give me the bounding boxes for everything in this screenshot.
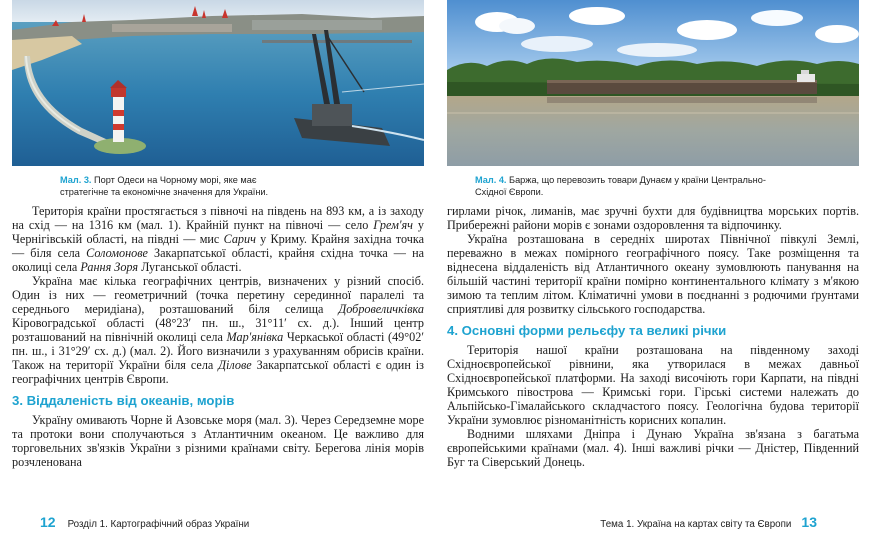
- odesa-port-photo: [12, 0, 424, 166]
- figure-4-text: Баржа, що перевозить товари Дунаєм у країни Центрально-Східної Європи.: [475, 175, 766, 197]
- page-number-right: 13: [801, 514, 817, 530]
- text-run: Закарпатської області є один із географічних центрів Європи.: [12, 358, 424, 386]
- text-run: Територія країни простягається з півночі на південь на 893 км, а із заходу на схід — на 1316 км (мал. 1). Крайній пункт на півночі — село: [12, 204, 424, 232]
- right-footer: [447, 514, 817, 532]
- paragraph: [12, 204, 424, 274]
- text-run: Україну омивають Чорне й Азовське моря (мал. 3). Через Середземне море та протоки вони сполучаються з Атлантичним океаном. Це важливо для торговельних зв'язків України з різними країнами світу. Берегова лінія морів розчленована: [12, 413, 424, 469]
- paragraph: [447, 343, 859, 427]
- right-page: [447, 0, 859, 469]
- section-3-heading: 3. Віддаленість від океанів, морів: [12, 393, 235, 408]
- text-run: Кіровоградської області (48°23′ пн. ш., 31°11′ сх. д.). Інший центр розташований на північній околиці села: [12, 316, 424, 344]
- text-run: Водними шляхами Дніпра і Дунаю Україна зв'язана з багатьма європейськими країнами (мал. 4). Інші важливі річки — Дністер, Південний Буг та Сіверський Донець.: [447, 427, 859, 469]
- right-paragraphs-2: [447, 343, 859, 469]
- left-page: [12, 0, 424, 469]
- text-run: гирлами річок, лиманів, має зручні бухти для будівництва морських портів. Прибережні райони морів є зонами оздоровлення та відпочинку.: [447, 204, 859, 232]
- place-name: Соломонове: [86, 246, 148, 260]
- text-run: Україна має кілька географічних центрів, визначених у різний спосіб. Один із них — геометричний (точка перетину серединної паралелі та середнього меридіана), розташований біля селища: [12, 274, 424, 316]
- text-run: у Криму. Крайня західна точка — біля села: [12, 232, 424, 260]
- right-paragraphs: [447, 204, 859, 316]
- paragraph: [12, 413, 424, 469]
- page-number-left: 12: [40, 514, 56, 530]
- left-paragraphs: [12, 204, 424, 386]
- paragraph: [447, 427, 859, 469]
- left-footer: [40, 514, 452, 532]
- place-name: Мар'янівка: [226, 330, 284, 344]
- right-running-title: Тема 1. Україна на картах світу та Європи: [600, 519, 792, 530]
- place-name: Добровеличківка: [338, 302, 424, 316]
- paragraph: [447, 204, 859, 232]
- figure-4-caption: [447, 174, 859, 204]
- danube-barge-image: [447, 0, 859, 166]
- text-run: Луганської області.: [138, 260, 242, 274]
- figure-4-label: Мал. 4.: [475, 175, 507, 185]
- place-name: Грем'яч: [373, 218, 413, 232]
- odesa-port-image: [12, 0, 424, 166]
- figure-3-caption: [12, 174, 424, 204]
- paragraph: [12, 274, 424, 386]
- text-run: Територія нашої країни розташована на південному заході Східноєвропейської рівнини, яка утворилася в межах давньої Східноєвропейської платформи. На заході височіють гори Карпати, на півдні Кримського півострова — Кримські гори. Гірські системи належать до Альпійсько-Гімалайського складчастого поясу. Геологічна будова території України зумовлює різноманітність корисних копалин.: [447, 343, 859, 427]
- figure-3-text: Порт Одеси на Чорному морі, яке має стратегічне та економічне значення для України.: [60, 175, 269, 197]
- text-run: Черкаської області (49°02′ пн. ш., і 31°29′ сх. д.) (мал. 2). Його визначили з урахуванням обрисів країни. Також на території України біля села: [12, 330, 424, 372]
- danube-barge-photo: [447, 0, 859, 166]
- left-running-title: Розділ 1. Картографічний образ України: [67, 519, 250, 530]
- place-name: Рання Зоря: [80, 260, 139, 274]
- paragraph: [447, 232, 859, 316]
- place-name: Сарич: [223, 232, 256, 246]
- right-body-text: [447, 204, 859, 469]
- section-4-heading: 4. Основні форми рельєфу та великі річки: [447, 323, 727, 338]
- place-name: Ділове: [218, 358, 252, 372]
- figure-3-label: Мал. 3.: [60, 175, 92, 185]
- left-body-text: [12, 204, 424, 469]
- left-paragraphs-2: [12, 413, 424, 469]
- text-run: Закарпатської області, крайня східна точка — на околиці села: [12, 246, 425, 274]
- text-run: у Чернігівській області, на півдні — мис: [12, 218, 425, 246]
- text-run: Україна розташована в середніх широтах Північної півкулі Землі, переважно в межах помірного географічного поясу. Таке розміщення та віднесена віддаленість від Атлантичного океану зумовлюють панування на більшій частині території країни помірно континентального клімату з м'якою зимою та теплим літом. Кліматичні умови в поєднанні з родючими ґрунтами сприятливі для розвитку сільського господарства.: [447, 232, 859, 316]
